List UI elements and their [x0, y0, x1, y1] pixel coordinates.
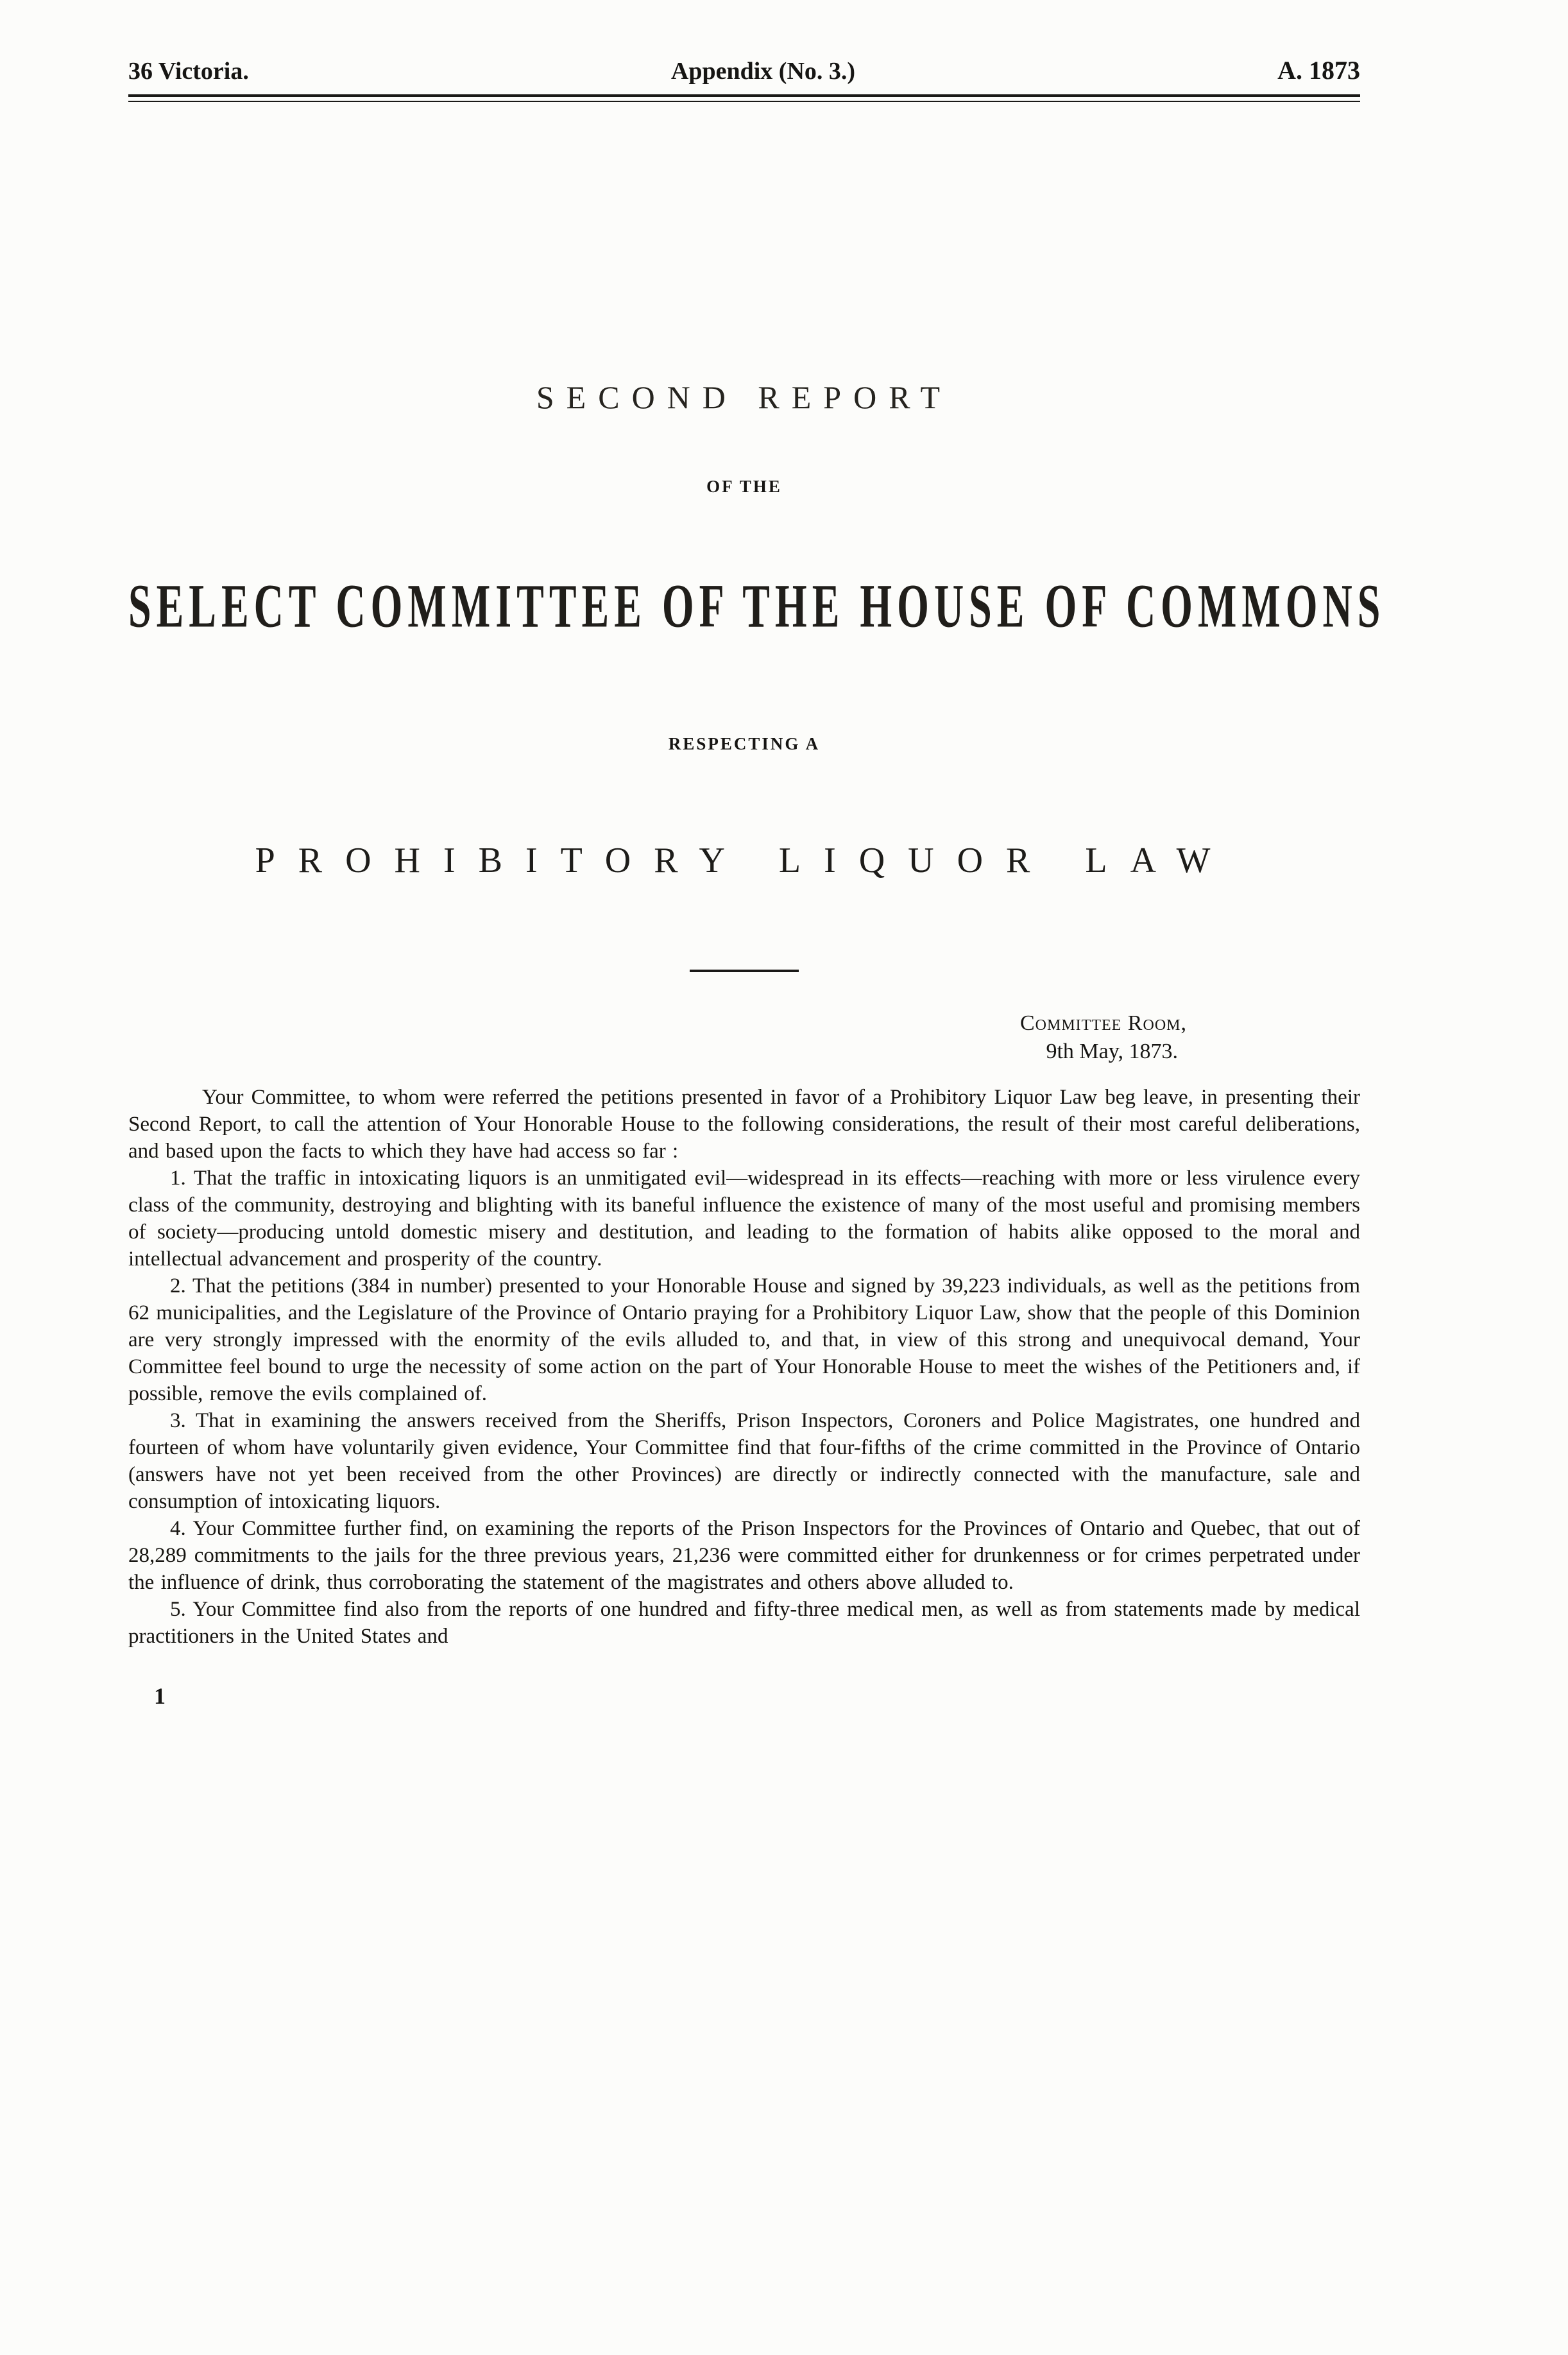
paragraph-intro: Your Committee, to whom were referred the petitions presented in favor of a Prohibitory Liquor Law beg leave, in presenting their Second Report, to call the attention of Your Honorable House to the following considerations, the result of their most careful deliberations, and based upon the facts to which they have had access so far :: [128, 1086, 1360, 1163]
paragraph-2: 2. That the petitions (384 in number) presented to your Honorable House and signed by 39,223 individuals, as well as the petitions from 62 municipalities, and the Legislature of the Province of Ontario praying for a Prohibitory Liquor Law, show that the people of this Dominion are very strongly impressed with the enormity of the evils alluded to, and that, in view of this strong and unequivocal demand, Your Committee feel bound to urge the necessity of some action on the part of Your Honorable House to meet the wishes of the Petitioners and, if possible, remove the evils complained of.: [128, 1274, 1360, 1405]
dateline: [128, 1009, 1187, 1066]
header-rule: [128, 94, 1360, 102]
report-title: SECOND REPORT: [536, 379, 953, 415]
committee-title-text: SELECT COMMITTEE OF THE HOUSE OF COMMONS: [128, 572, 1386, 640]
page-number: 1: [154, 1683, 166, 1709]
dateline-place: Committee Room,: [1019, 1011, 1187, 1035]
section-divider-rule: [690, 970, 799, 972]
paragraph-4: 4. Your Committee further find, on examining the reports of the Prison Inspectors for the Provinces of Ontario and Quebec, that out of 28,289 commitments to the jails for the three previous years, 21,236 were committed either for drunkenness or for crimes perpetrated under the influence of drink, thus corroborating the statement of the magistrates and others above alluded to.: [128, 1517, 1360, 1594]
running-head: [128, 56, 1360, 85]
dateline-date: 9th May, 1873.: [1046, 1040, 1178, 1063]
report-body: [128, 1084, 1360, 1650]
header-appendix: Appendix (No. 3.): [670, 58, 856, 85]
committee-title: [128, 572, 1386, 649]
subject-title: PROHIBITORY LIQUOR LAW: [255, 841, 1234, 880]
header-session: A. 1873: [1277, 56, 1360, 85]
header-volume: 36 Victoria.: [128, 58, 249, 85]
paragraph-1: 1. That the traffic in intoxicating liquors is an unmitigated evil—widespread in its effects—reaching with more or less virulence every class of the community, destroying and blighting with its baneful influence the existence of many of the most useful and promising members of society—producing untold domestic misery and destitution, and leading to the formation of habits alike opposed to the moral and intellectual advancement and prosperity of the country.: [128, 1167, 1360, 1271]
paragraph-3: 3. That in examining the answers received from the Sheriffs, Prison Inspectors, Coroners and Police Magistrates, one hundred and fourteen of whom have voluntarily given evidence, Your Committee find that four-fifths of the crime committed in the Province of Ontario (answers have not yet been received from the other Provinces) are directly or indirectly connected with the manufacture, sale and consumption of intoxicating liquors.: [128, 1409, 1360, 1513]
of-the-label: OF THE: [706, 477, 782, 496]
respecting-label: RESPECTING A: [668, 734, 821, 753]
header-rule-thin: [128, 101, 1360, 102]
paragraph-5: 5. Your Committee find also from the reports of one hundred and fifty-three medical men, as well as from statements made by medical practitioners in the United States and: [128, 1598, 1360, 1648]
